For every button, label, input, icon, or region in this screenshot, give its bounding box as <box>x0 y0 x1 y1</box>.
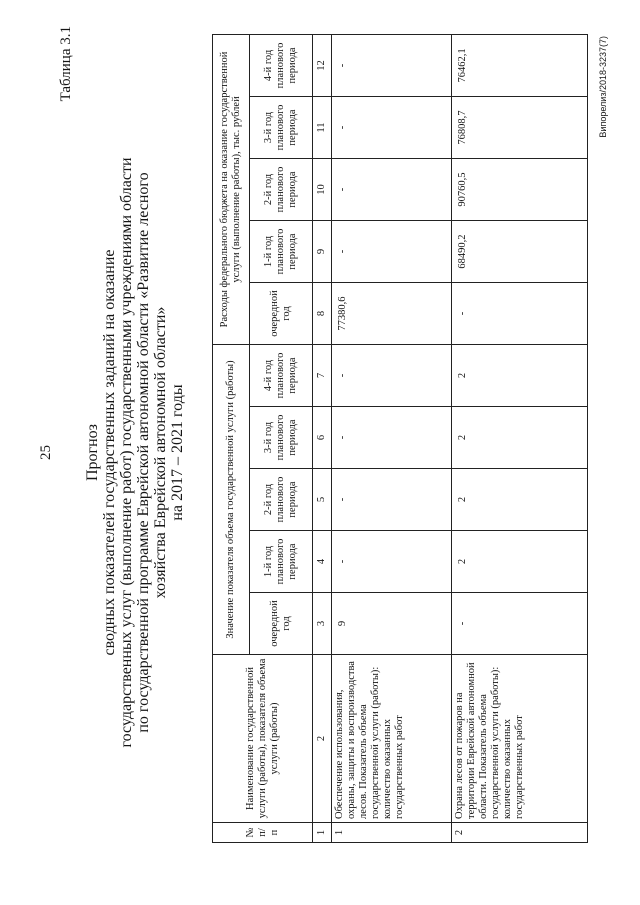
column-number: 8 <box>313 283 332 345</box>
title-line: на 2017 – 2021 годы <box>169 384 186 521</box>
footer-reference: Випорелиз/2018-3237(7) <box>598 36 608 138</box>
budget-value: 76808,7 <box>452 97 588 159</box>
service-name: Охрана лесов от пожаров на территории Еврейской автономной области. Показатель объема государственной услуги (работы): количество оказанных государственных работ <box>452 655 588 823</box>
column-number: 7 <box>313 345 332 407</box>
budget-value: 68490,2 <box>452 221 588 283</box>
volume-value: 2 <box>452 407 588 469</box>
budget-value: - <box>332 221 452 283</box>
column-numbers-row <box>313 34 332 842</box>
volume-value: - <box>332 531 452 593</box>
column-number: 10 <box>313 159 332 221</box>
title-line: по государственной программе Еврейской автономной области «Развитие лесного <box>135 172 152 733</box>
title-line: хозяйства Еврейской автономной области» <box>152 306 169 599</box>
header-number: № п/п <box>213 823 313 843</box>
title-line: Прогноз <box>84 424 101 481</box>
column-number: 5 <box>313 469 332 531</box>
column-number: 1 <box>313 823 332 843</box>
volume-value: - <box>452 593 588 655</box>
column-number: 12 <box>313 34 332 96</box>
column-number: 4 <box>313 531 332 593</box>
page-number: 25 <box>38 445 54 460</box>
volume-value: - <box>332 407 452 469</box>
header-period: очередной год <box>250 283 313 345</box>
budget-value: 76462,1 <box>452 34 588 96</box>
column-number: 9 <box>313 221 332 283</box>
budget-value: 90760,5 <box>452 159 588 221</box>
header-period: 2-й год планового периода <box>250 469 313 531</box>
header-period: 4-й год планового периода <box>250 345 313 407</box>
budget-value: - <box>332 159 452 221</box>
header-period: 3-й год планового периода <box>250 97 313 159</box>
budget-value: - <box>332 97 452 159</box>
header-period: 1-й год планового периода <box>250 221 313 283</box>
volume-value: 2 <box>452 469 588 531</box>
header-period: 1-й год планового периода <box>250 531 313 593</box>
title-line: сводных показателей государственных заданий на оказание <box>101 249 118 656</box>
header-volume-group: Значение показателя объема государственной услуги (работы) <box>213 345 250 655</box>
header-row <box>213 34 250 842</box>
volume-value: - <box>332 345 452 407</box>
volume-value: - <box>332 469 452 531</box>
column-number: 3 <box>313 593 332 655</box>
header-budget-group: Расходы федерального бюджета на оказание государственной услуги (выполнение работы), тыс. рублей <box>213 34 250 344</box>
table-row <box>332 34 452 842</box>
service-name: Обеспечение использования, охраны, защиты и воспроизводства лесов. Показатель объема государственной услуги (работы): количество оказанных государственных работ <box>332 655 452 823</box>
volume-value: 2 <box>452 345 588 407</box>
budget-value: - <box>332 34 452 96</box>
budget-value: - <box>452 283 588 345</box>
header-period: 3-й год планового периода <box>250 407 313 469</box>
volume-value: 2 <box>452 531 588 593</box>
header-service-name: Наименование государственной услуги (работы), показателя объема услуги (работы) <box>213 655 313 823</box>
column-number: 11 <box>313 97 332 159</box>
title-line: государственных услуг (выполнение работ) государственными учреждениями области <box>118 157 135 748</box>
header-period: 4-й год планового периода <box>250 34 313 96</box>
budget-value: 77380,6 <box>332 283 452 345</box>
forecast-table <box>212 34 588 843</box>
row-number: 1 <box>332 823 452 843</box>
table-label: Таблица 3.1 <box>58 26 74 102</box>
table-row <box>452 34 588 842</box>
column-number: 6 <box>313 407 332 469</box>
document-title <box>84 90 186 815</box>
column-number: 2 <box>313 655 332 823</box>
volume-value: 9 <box>332 593 452 655</box>
header-period: 2-й год планового периода <box>250 159 313 221</box>
header-period: очередной год <box>250 593 313 655</box>
row-number: 2 <box>452 823 588 843</box>
